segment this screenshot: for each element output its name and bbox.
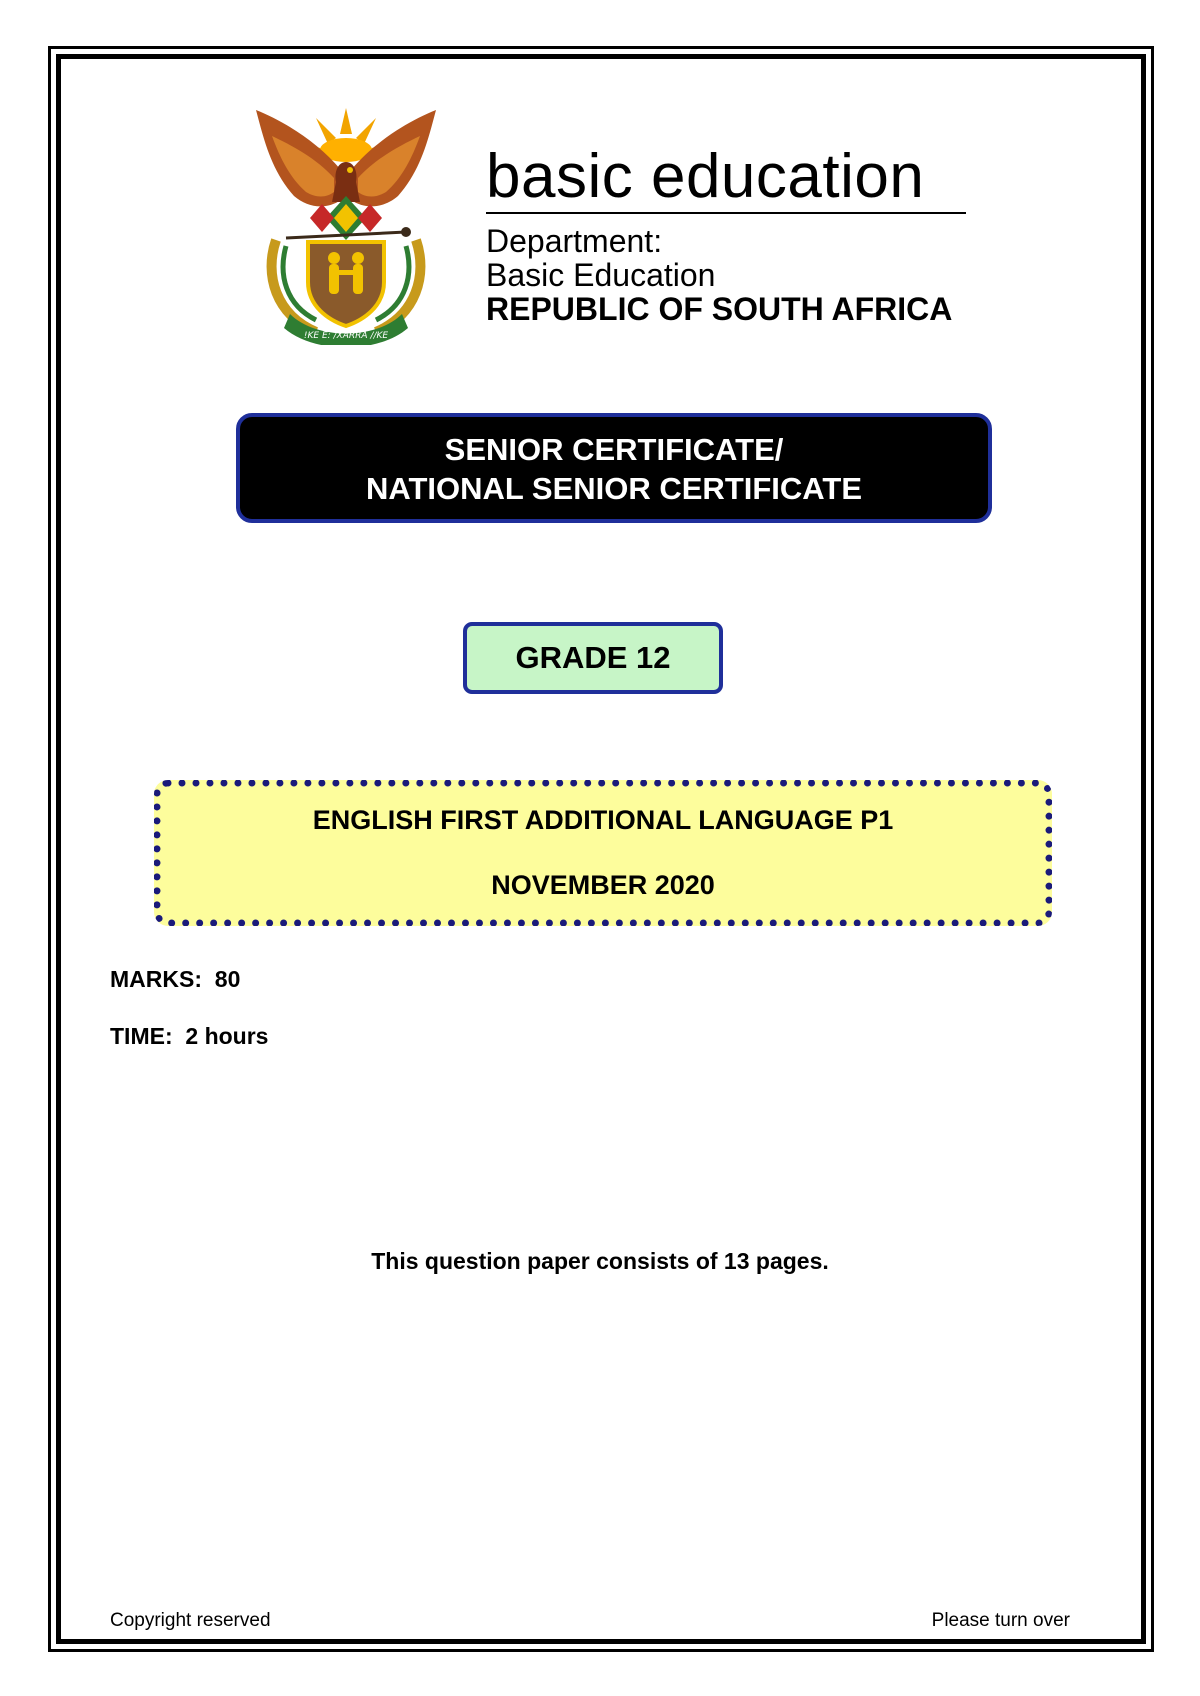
time-value: 2 hours	[185, 1023, 269, 1049]
exam-session: NOVEMBER 2020	[491, 870, 715, 900]
country-name: REPUBLIC OF SOUTH AFRICA	[486, 291, 953, 327]
grade-badge: GRADE 12	[463, 622, 723, 694]
certificate-line-1: SENIOR CERTIFICATE/	[444, 432, 784, 467]
footer-copyright: Copyright reserved	[110, 1610, 271, 1631]
marks-value: 80	[214, 966, 241, 992]
subject-name: ENGLISH FIRST ADDITIONAL LANGUAGE P1	[312, 805, 894, 835]
subject-panel	[154, 780, 1052, 926]
certificate-line-2: NATIONAL SENIOR CERTIFICATE	[366, 471, 862, 506]
brand-title: basic education	[486, 142, 925, 211]
marks-info	[110, 966, 240, 993]
department-label: Department:	[486, 223, 663, 259]
certificate-banner	[236, 413, 992, 523]
footer-turn-over: Please turn over	[931, 1610, 1070, 1631]
department-name: Basic Education	[486, 257, 716, 293]
brand-underline	[486, 212, 966, 214]
marks-label: MARKS:	[110, 966, 202, 992]
coat-of-arms-icon	[246, 100, 446, 345]
page-count-note: This question paper consists of 13 pages.	[371, 1248, 829, 1274]
time-label: TIME:	[110, 1023, 173, 1049]
time-info	[110, 1023, 268, 1050]
svg-text:!KE E: /XARRA //KE: !KE E: /XARRA //KE	[303, 331, 389, 341]
